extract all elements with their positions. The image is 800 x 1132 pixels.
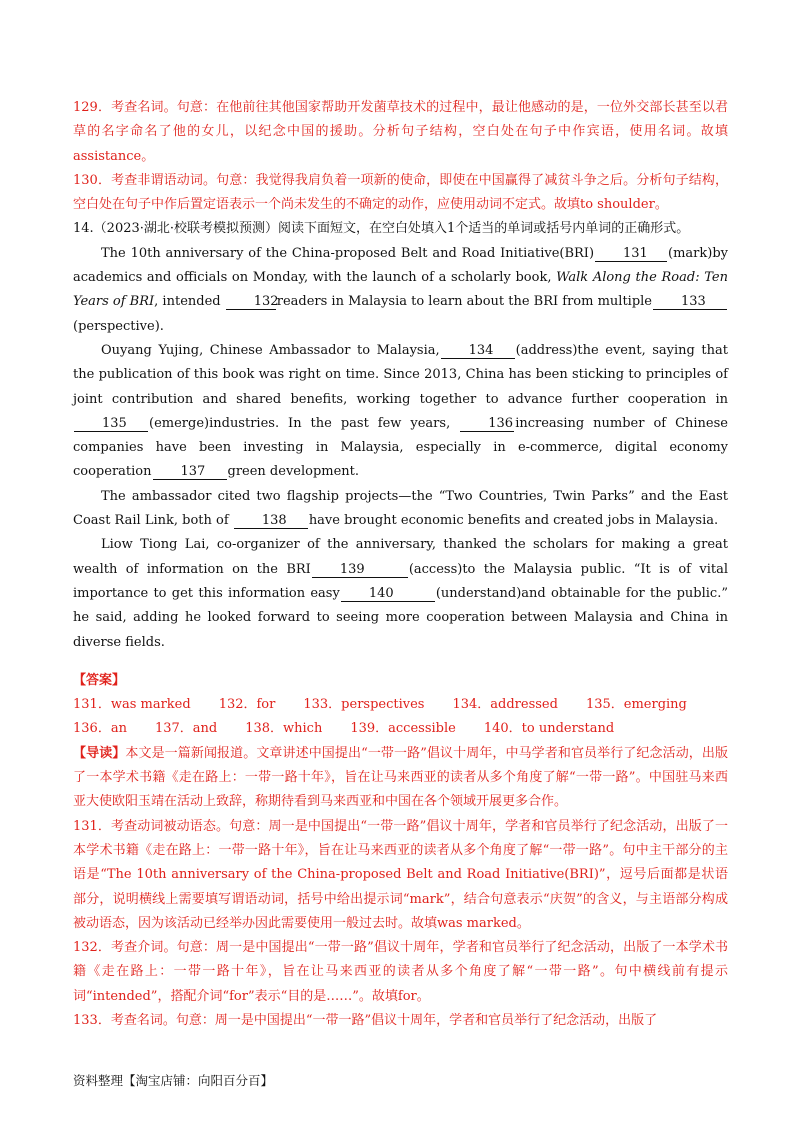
explanation-130: 130．考查非谓语动词。句意：我觉得我肩负着一项新的使命，即使在中国赢得了减贫斗争之后。分析句子结构，空白处在句子中作后置定语表示一个尚未发生的不确定的动作，应使用动词不定式。故填to shoulder。: [73, 172, 728, 213]
blank-134[interactable]: 134: [441, 343, 515, 359]
blank-136[interactable]: 136: [460, 416, 514, 432]
blank-135[interactable]: 135: [74, 416, 148, 432]
answer-item: 134．addressed: [452, 697, 558, 713]
answer-item: 140．to understand: [483, 721, 615, 737]
book-title: Walk Along the Road: Ten Years of BRI: [73, 270, 728, 310]
answer-list: [73, 693, 728, 742]
explanation-131: 131．考查动词被动语态。句意：周一是中国提出“一带一路”倡议十周年，学者和官员举行了纪念活动，出版了一本学术书籍《走在路上：一带一路十年》，旨在让马来西亚的读者从多个角度了解“一带一路”。句中主干部分的主语是“The 10th anniversary of the China-proposed Belt and Road Initiative(BRI)”，逗号后面都是状语部分，说明横线上需要填写谓语动词，括号中给出提示词“mark”，结合句意表示“庆贺”的含义，与主语部分构成被动语态，因为该活动已经举办因此需要使用一般过去时。故填was marked。: [73, 818, 728, 931]
explanation-133: 133．考查名词。句意：周一是中国提出“一带一路”倡议十周年，学者和官员举行了纪念活动，出版了: [73, 1012, 658, 1028]
answer-item: 138．which: [245, 721, 323, 737]
blank-139[interactable]: 139: [312, 562, 408, 578]
blank-131[interactable]: 131: [595, 246, 667, 262]
document-page: [73, 96, 728, 1033]
guide-label: 【导读】: [73, 745, 126, 761]
answer-item: 131．was marked: [73, 697, 191, 713]
answer-item: 132．for: [218, 697, 276, 713]
guide-paragraph: 【导读】本文是一篇新闻报道。文章讲述中国提出“一带一路”倡议十周年，中马学者和官员举行了纪念活动，出版了一本学术书籍《走在路上：一带一路十年》，旨在让马来西亚的读者从多个角度了解“一带一路”。中国驻马来西亚大使欧阳玉靖在活动上致辞，称期待看到马来西亚和中国在各个领域开展更多合作。: [73, 745, 728, 810]
blank-137[interactable]: 137: [153, 464, 227, 480]
blank-140[interactable]: 140: [341, 586, 435, 602]
answer-item: 133．perspectives: [303, 697, 425, 713]
answer-item: 136．an: [73, 721, 127, 737]
blank-133[interactable]: 133: [653, 294, 727, 310]
explanation-129: 129．考查名词。句意：在他前往其他国家帮助开发菌草技术的过程中，最让他感动的是，一位外交部长甚至以君草的名字命名了他的女儿，以纪念中国的援助。分析句子结构，空白处在句子中作宾语，使用名词。故填assistance。: [73, 100, 728, 164]
blank-132[interactable]: 132: [226, 294, 276, 310]
explanation-132: 132．考查介词。句意：周一是中国提出“一带一路”倡议十周年，学者和官员举行了纪念活动，出版了一本学术书籍《走在路上：一带一路十年》，旨在让马来西亚的读者从多个角度了解“一带一路”。句中横线前有提示词“intended”，搭配介词“for”表示“目的是……”。故填for。: [73, 940, 728, 1004]
passage-paragraph-1: The 10th anniversary of the China-proposed Belt and Road Initiative(BRI) 131 (mark)by academics and officials on Monday, with the launch of a scholarly book, Walk Along the Road: Ten Years of BRI, intended 132readers in Malaysia to learn about the BRI from multiple 133(perspective).: [73, 245, 728, 334]
passage-paragraph-2: Ouyang Yujing, Chinese Ambassador to Malaysia, 134 (address)the event, saying that the publication of this book was right on time. Since 2013, China has been sticking to principles of joint contribution and shared benefits, working together to advance further cooperation in135 (emerge)industries. In the past few years, 136 increasing number of Chinese companies have been investing in Malaysia, especially in e-commerce, digital economy cooperation 137 green development.: [73, 342, 728, 480]
answer-item: 139．accessible: [350, 721, 456, 737]
answer-item: 135．emerging: [585, 697, 687, 713]
page-footer: 资料整理【淘宝店铺：向阳百分百】: [73, 1073, 274, 1088]
passage-paragraph-4: Liow Tiong Lai, co-organizer of the anniversary, thanked the scholars for making a great wealth of information on the BRI 139 (access)to the Malaysia public. “It is of vital importance to get this information easy 140 (understand)and obtainable for the public.” he said, adding he looked forward to seeing more cooperation between Malaysia and China in diverse fields.: [73, 537, 728, 650]
passage-paragraph-3: The ambassador cited two flagship projects—the “Two Countries, Twin Parks” and the East Coast Rail Link, both of 138 have brought economic benefits and created jobs in Malaysia.: [73, 488, 728, 529]
blank-138[interactable]: 138: [234, 513, 308, 529]
question-header: 14.（2023·湖北·校联考模拟预测）阅读下面短文，在空白处填入1个适当的单词或括号内单词的正确形式。: [73, 221, 690, 237]
answer-label: 【答案】: [73, 672, 126, 688]
answer-item: 137．and: [154, 721, 218, 737]
